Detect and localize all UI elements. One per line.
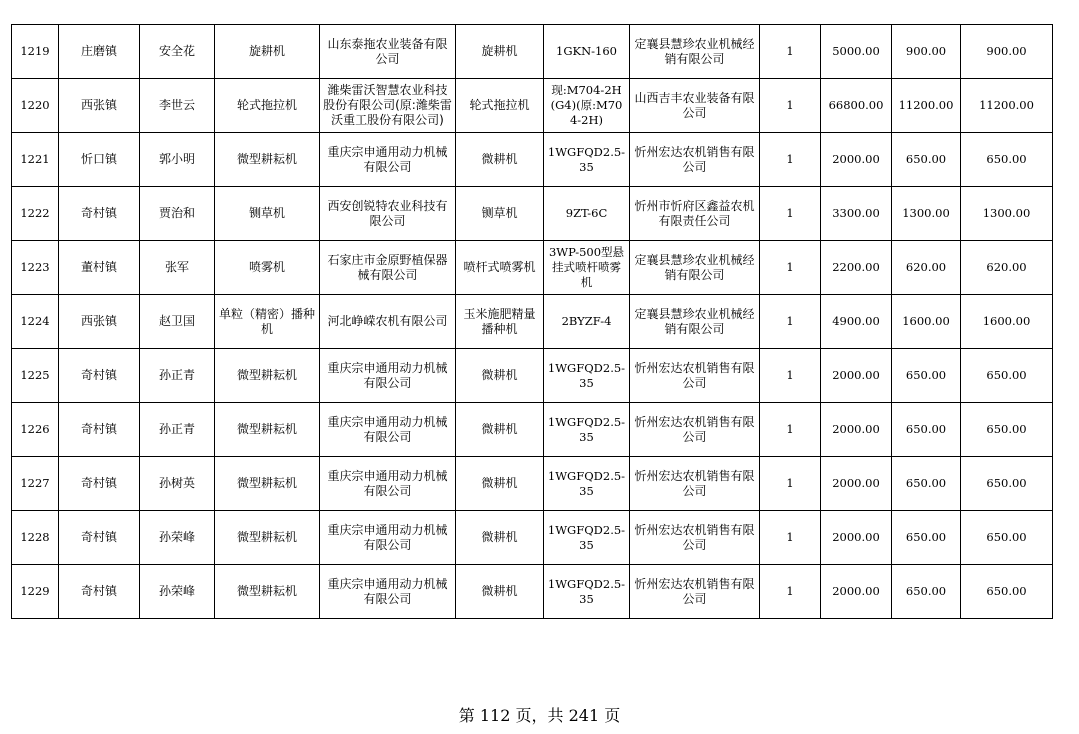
- cell-manufacturer: [320, 565, 456, 619]
- cell-text: 900.00: [905, 44, 947, 58]
- cell-subsidy-amount: [892, 511, 961, 565]
- cell-row-number: [12, 79, 59, 133]
- cell-manufacturer: [320, 25, 456, 79]
- cell-subsidy-amount: [892, 241, 961, 295]
- cell-text: 微耕机: [481, 476, 518, 490]
- cell-text: 重庆宗申通用动力机械有限公司: [327, 468, 448, 498]
- cell-text: 孙荣峰: [158, 530, 195, 544]
- cell-text: 1226: [20, 422, 50, 436]
- cell-text: 650.00: [986, 368, 1027, 382]
- cell-unit-price: [821, 511, 892, 565]
- cell-text: 1: [786, 314, 794, 328]
- table-row: [12, 349, 1053, 403]
- cell-text: 定襄县慧珍农业机械经销有限公司: [634, 252, 755, 282]
- page-number-footer: 第 112 页，共 241 页: [458, 706, 621, 725]
- cell-row-number: [12, 403, 59, 457]
- cell-text: 2000.00: [832, 584, 880, 598]
- table-row: [12, 133, 1053, 187]
- cell-text: 650.00: [986, 422, 1027, 436]
- cell-quantity: [760, 133, 821, 187]
- cell-text: 微型耕耘机: [236, 152, 297, 166]
- cell-text: 河北峥嵘农机有限公司: [327, 314, 448, 328]
- cell-text: 奇村镇: [80, 476, 117, 490]
- cell-text: 山东泰拖农业装备有限公司: [327, 36, 448, 66]
- cell-text: 定襄县慧珍农业机械经销有限公司: [634, 36, 755, 66]
- cell-text: 3WP-500型悬挂式喷杆喷雾机: [548, 245, 625, 289]
- cell-text: 重庆宗申通用动力机械有限公司: [327, 360, 448, 390]
- cell-product-name: [456, 187, 544, 241]
- cell-text: 2000.00: [832, 476, 880, 490]
- cell-machine-category: [215, 187, 320, 241]
- cell-text: 1: [786, 206, 794, 220]
- cell-model: [544, 349, 630, 403]
- cell-product-name: [456, 349, 544, 403]
- cell-text: 1: [786, 98, 794, 112]
- cell-row-number: [12, 349, 59, 403]
- cell-text: 5000.00: [832, 44, 880, 58]
- cell-unit-price: [821, 565, 892, 619]
- cell-model: [544, 187, 630, 241]
- cell-machine-category: [215, 241, 320, 295]
- cell-product-name: [456, 457, 544, 511]
- cell-text: 孙荣峰: [158, 584, 195, 598]
- cell-text: 2000.00: [832, 422, 880, 436]
- cell-text: 铡草机: [481, 206, 518, 220]
- cell-text: 西张镇: [80, 314, 117, 328]
- cell-text: 1228: [20, 530, 50, 544]
- cell-text: 微耕机: [481, 152, 518, 166]
- cell-text: 忻州宏达农机销售有限公司: [634, 414, 755, 444]
- cell-quantity: [760, 403, 821, 457]
- cell-text: 650.00: [905, 584, 947, 598]
- cell-text: 现:M704-2H(G4)(原:M704-2H): [550, 83, 623, 127]
- cell-unit-price: [821, 241, 892, 295]
- cell-row-number: [12, 565, 59, 619]
- cell-unit-price: [821, 79, 892, 133]
- cell-text: 620.00: [986, 260, 1027, 274]
- cell-town: [59, 295, 140, 349]
- cell-text: 1229: [20, 584, 50, 598]
- cell-dealer: [630, 403, 760, 457]
- cell-product-name: [456, 565, 544, 619]
- cell-text: 1: [786, 476, 794, 490]
- cell-row-number: [12, 511, 59, 565]
- cell-dealer: [630, 565, 760, 619]
- cell-total-subsidy: [961, 79, 1053, 133]
- cell-applicant-name: [140, 457, 215, 511]
- cell-text: 孙正青: [158, 422, 195, 436]
- cell-town: [59, 241, 140, 295]
- cell-text: 1219: [20, 44, 50, 58]
- cell-text: 650.00: [986, 152, 1027, 166]
- cell-subsidy-amount: [892, 79, 961, 133]
- cell-text: 1: [786, 152, 794, 166]
- cell-quantity: [760, 25, 821, 79]
- cell-manufacturer: [320, 187, 456, 241]
- cell-text: 1: [786, 368, 794, 382]
- cell-text: 1600.00: [902, 314, 950, 328]
- cell-unit-price: [821, 25, 892, 79]
- cell-row-number: [12, 187, 59, 241]
- cell-text: 轮式拖拉机: [469, 98, 530, 112]
- cell-text: 1WGFQD2.5-35: [547, 360, 626, 390]
- cell-unit-price: [821, 349, 892, 403]
- cell-text: 1WGFQD2.5-35: [547, 522, 626, 552]
- cell-model: [544, 25, 630, 79]
- cell-model: [544, 295, 630, 349]
- cell-text: 1220: [20, 98, 50, 112]
- cell-town: [59, 79, 140, 133]
- cell-text: 650.00: [905, 476, 947, 490]
- cell-town: [59, 565, 140, 619]
- cell-text: 重庆宗申通用动力机械有限公司: [327, 522, 448, 552]
- cell-text: 单粒（精密）播种机: [218, 306, 315, 336]
- cell-subsidy-amount: [892, 25, 961, 79]
- cell-manufacturer: [320, 457, 456, 511]
- cell-text: 忻州宏达农机销售有限公司: [634, 468, 755, 498]
- cell-machine-category: [215, 295, 320, 349]
- cell-text: 山西吉丰农业装备有限公司: [634, 90, 755, 120]
- cell-text: 微耕机: [481, 530, 518, 544]
- cell-text: 2BYZF-4: [561, 314, 612, 328]
- cell-quantity: [760, 457, 821, 511]
- cell-unit-price: [821, 457, 892, 511]
- cell-applicant-name: [140, 295, 215, 349]
- cell-manufacturer: [320, 295, 456, 349]
- cell-town: [59, 457, 140, 511]
- cell-manufacturer: [320, 241, 456, 295]
- cell-text: 1222: [20, 206, 50, 220]
- cell-text: 铡草机: [248, 206, 285, 220]
- cell-text: 赵卫国: [158, 314, 195, 328]
- cell-text: 650.00: [905, 152, 947, 166]
- cell-subsidy-amount: [892, 295, 961, 349]
- cell-unit-price: [821, 187, 892, 241]
- cell-text: 1WGFQD2.5-35: [547, 414, 626, 444]
- cell-town: [59, 511, 140, 565]
- cell-quantity: [760, 565, 821, 619]
- cell-subsidy-amount: [892, 457, 961, 511]
- cell-total-subsidy: [961, 403, 1053, 457]
- cell-applicant-name: [140, 241, 215, 295]
- cell-text: 旋耕机: [481, 44, 518, 58]
- cell-subsidy-amount: [892, 187, 961, 241]
- cell-text: 1WGFQD2.5-35: [547, 576, 626, 606]
- cell-row-number: [12, 133, 59, 187]
- cell-text: 微型耕耘机: [236, 422, 297, 436]
- cell-text: 1221: [20, 152, 50, 166]
- cell-text: 微型耕耘机: [236, 584, 297, 598]
- cell-text: 微型耕耘机: [236, 530, 297, 544]
- cell-text: 微耕机: [481, 422, 518, 436]
- cell-product-name: [456, 403, 544, 457]
- cell-dealer: [630, 187, 760, 241]
- cell-text: 安全花: [158, 44, 195, 58]
- cell-text: 1223: [20, 260, 50, 274]
- cell-applicant-name: [140, 349, 215, 403]
- cell-manufacturer: [320, 511, 456, 565]
- cell-town: [59, 133, 140, 187]
- cell-town: [59, 403, 140, 457]
- cell-text: 庄磨镇: [80, 44, 117, 58]
- cell-text: 忻州宏达农机销售有限公司: [634, 144, 755, 174]
- cell-town: [59, 187, 140, 241]
- cell-text: 1: [786, 530, 794, 544]
- cell-dealer: [630, 349, 760, 403]
- cell-manufacturer: [320, 403, 456, 457]
- cell-product-name: [456, 133, 544, 187]
- cell-machine-category: [215, 25, 320, 79]
- cell-text: 西安创锐特农业科技有限公司: [327, 198, 448, 228]
- cell-text: 旋耕机: [248, 44, 285, 58]
- cell-subsidy-amount: [892, 403, 961, 457]
- cell-quantity: [760, 295, 821, 349]
- cell-text: 奇村镇: [80, 584, 117, 598]
- cell-text: 2000.00: [832, 152, 880, 166]
- cell-text: 11200.00: [898, 98, 954, 112]
- cell-applicant-name: [140, 403, 215, 457]
- cell-text: 重庆宗申通用动力机械有限公司: [327, 144, 448, 174]
- cell-text: 1227: [20, 476, 50, 490]
- cell-total-subsidy: [961, 349, 1053, 403]
- cell-text: 玉米施肥精量播种机: [463, 306, 536, 336]
- cell-text: 650.00: [986, 476, 1027, 490]
- cell-text: 忻州宏达农机销售有限公司: [634, 522, 755, 552]
- cell-row-number: [12, 295, 59, 349]
- cell-text: 900.00: [986, 44, 1027, 58]
- cell-dealer: [630, 79, 760, 133]
- cell-subsidy-amount: [892, 565, 961, 619]
- cell-row-number: [12, 457, 59, 511]
- cell-text: 66800.00: [828, 98, 884, 112]
- table-row: [12, 295, 1053, 349]
- cell-text: 孙正青: [158, 368, 195, 382]
- cell-text: 喷杆式喷雾机: [463, 260, 536, 274]
- cell-manufacturer: [320, 133, 456, 187]
- table-row: [12, 565, 1053, 619]
- cell-row-number: [12, 25, 59, 79]
- cell-product-name: [456, 295, 544, 349]
- cell-dealer: [630, 133, 760, 187]
- table-row: [12, 457, 1053, 511]
- cell-total-subsidy: [961, 565, 1053, 619]
- cell-text: 定襄县慧珍农业机械经销有限公司: [634, 306, 755, 336]
- cell-text: 1300.00: [902, 206, 950, 220]
- table-row: [12, 511, 1053, 565]
- cell-text: 650.00: [986, 530, 1027, 544]
- cell-applicant-name: [140, 511, 215, 565]
- cell-applicant-name: [140, 565, 215, 619]
- cell-total-subsidy: [961, 457, 1053, 511]
- cell-text: 620.00: [905, 260, 947, 274]
- cell-quantity: [760, 241, 821, 295]
- cell-text: 2000.00: [832, 368, 880, 382]
- cell-text: 奇村镇: [80, 206, 117, 220]
- cell-text: 1: [786, 44, 794, 58]
- cell-text: 微耕机: [481, 368, 518, 382]
- cell-model: [544, 79, 630, 133]
- cell-text: 2000.00: [832, 530, 880, 544]
- cell-text: 奇村镇: [80, 422, 117, 436]
- cell-total-subsidy: [961, 25, 1053, 79]
- machinery-subsidy-table: [11, 24, 1053, 619]
- cell-text: 1224: [20, 314, 50, 328]
- table-row: [12, 79, 1053, 133]
- table-row: [12, 241, 1053, 295]
- cell-product-name: [456, 79, 544, 133]
- cell-total-subsidy: [961, 187, 1053, 241]
- cell-machine-category: [215, 457, 320, 511]
- cell-text: 张军: [164, 260, 189, 274]
- cell-town: [59, 349, 140, 403]
- cell-text: 1: [786, 260, 794, 274]
- cell-subsidy-amount: [892, 349, 961, 403]
- cell-text: 1: [786, 584, 794, 598]
- cell-quantity: [760, 187, 821, 241]
- cell-applicant-name: [140, 25, 215, 79]
- cell-manufacturer: [320, 349, 456, 403]
- cell-dealer: [630, 457, 760, 511]
- cell-row-number: [12, 241, 59, 295]
- cell-text: 650.00: [905, 422, 947, 436]
- cell-text: 9ZT-6C: [565, 206, 608, 220]
- cell-model: [544, 511, 630, 565]
- cell-text: 650.00: [986, 584, 1027, 598]
- cell-machine-category: [215, 79, 320, 133]
- cell-manufacturer: [320, 79, 456, 133]
- cell-town: [59, 25, 140, 79]
- cell-text: 董村镇: [80, 260, 117, 274]
- cell-text: 1600.00: [982, 314, 1031, 328]
- cell-quantity: [760, 511, 821, 565]
- cell-text: 1: [786, 422, 794, 436]
- cell-unit-price: [821, 403, 892, 457]
- table-body: [12, 25, 1053, 619]
- cell-text: 微型耕耘机: [236, 476, 297, 490]
- cell-text: 孙树英: [158, 476, 195, 490]
- cell-dealer: [630, 241, 760, 295]
- cell-quantity: [760, 79, 821, 133]
- cell-total-subsidy: [961, 511, 1053, 565]
- cell-text: 郭小明: [158, 152, 195, 166]
- cell-text: 1225: [20, 368, 50, 382]
- cell-product-name: [456, 25, 544, 79]
- cell-text: 重庆宗申通用动力机械有限公司: [327, 414, 448, 444]
- table-row: [12, 403, 1053, 457]
- cell-dealer: [630, 25, 760, 79]
- cell-text: 奇村镇: [80, 530, 117, 544]
- cell-product-name: [456, 511, 544, 565]
- cell-model: [544, 565, 630, 619]
- cell-product-name: [456, 241, 544, 295]
- cell-text: 650.00: [905, 368, 947, 382]
- cell-machine-category: [215, 511, 320, 565]
- cell-total-subsidy: [961, 241, 1053, 295]
- cell-dealer: [630, 295, 760, 349]
- cell-text: 奇村镇: [80, 368, 117, 382]
- cell-text: 忻口镇: [80, 152, 117, 166]
- cell-text: 1WGFQD2.5-35: [547, 144, 626, 174]
- cell-dealer: [630, 511, 760, 565]
- cell-total-subsidy: [961, 133, 1053, 187]
- cell-applicant-name: [140, 133, 215, 187]
- cell-subsidy-amount: [892, 133, 961, 187]
- cell-applicant-name: [140, 79, 215, 133]
- cell-machine-category: [215, 565, 320, 619]
- cell-unit-price: [821, 133, 892, 187]
- cell-text: 650.00: [905, 530, 947, 544]
- cell-text: 潍柴雷沃智慧农业科技股份有限公司(原:潍柴雷沃重工股份有限公司): [323, 83, 452, 127]
- cell-total-subsidy: [961, 295, 1053, 349]
- cell-text: 忻州宏达农机销售有限公司: [634, 576, 755, 606]
- cell-text: 贾治和: [158, 206, 195, 220]
- cell-text: 李世云: [158, 98, 195, 112]
- cell-text: 1WGFQD2.5-35: [547, 468, 626, 498]
- cell-unit-price: [821, 295, 892, 349]
- cell-text: 2200.00: [832, 260, 880, 274]
- cell-applicant-name: [140, 187, 215, 241]
- cell-machine-category: [215, 349, 320, 403]
- cell-text: 3300.00: [832, 206, 880, 220]
- cell-model: [544, 133, 630, 187]
- cell-quantity: [760, 349, 821, 403]
- cell-text: 忻州宏达农机销售有限公司: [634, 360, 755, 390]
- cell-text: 西张镇: [80, 98, 117, 112]
- cell-text: 微型耕耘机: [236, 368, 297, 382]
- table-row: [12, 25, 1053, 79]
- cell-model: [544, 241, 630, 295]
- cell-text: 石家庄市金原野植保器械有限公司: [327, 252, 448, 282]
- cell-text: 11200.00: [979, 98, 1034, 112]
- cell-model: [544, 457, 630, 511]
- cell-text: 轮式拖拉机: [236, 98, 297, 112]
- cell-text: 4900.00: [832, 314, 880, 328]
- cell-model: [544, 403, 630, 457]
- cell-text: 喷雾机: [248, 260, 285, 274]
- cell-machine-category: [215, 133, 320, 187]
- cell-text: 微耕机: [481, 584, 518, 598]
- cell-machine-category: [215, 403, 320, 457]
- cell-text: 忻州市忻府区鑫益农机有限责任公司: [634, 198, 755, 228]
- cell-text: 1300.00: [982, 206, 1031, 220]
- table-row: [12, 187, 1053, 241]
- cell-text: 重庆宗申通用动力机械有限公司: [327, 576, 448, 606]
- cell-text: 1GKN-160: [556, 44, 617, 58]
